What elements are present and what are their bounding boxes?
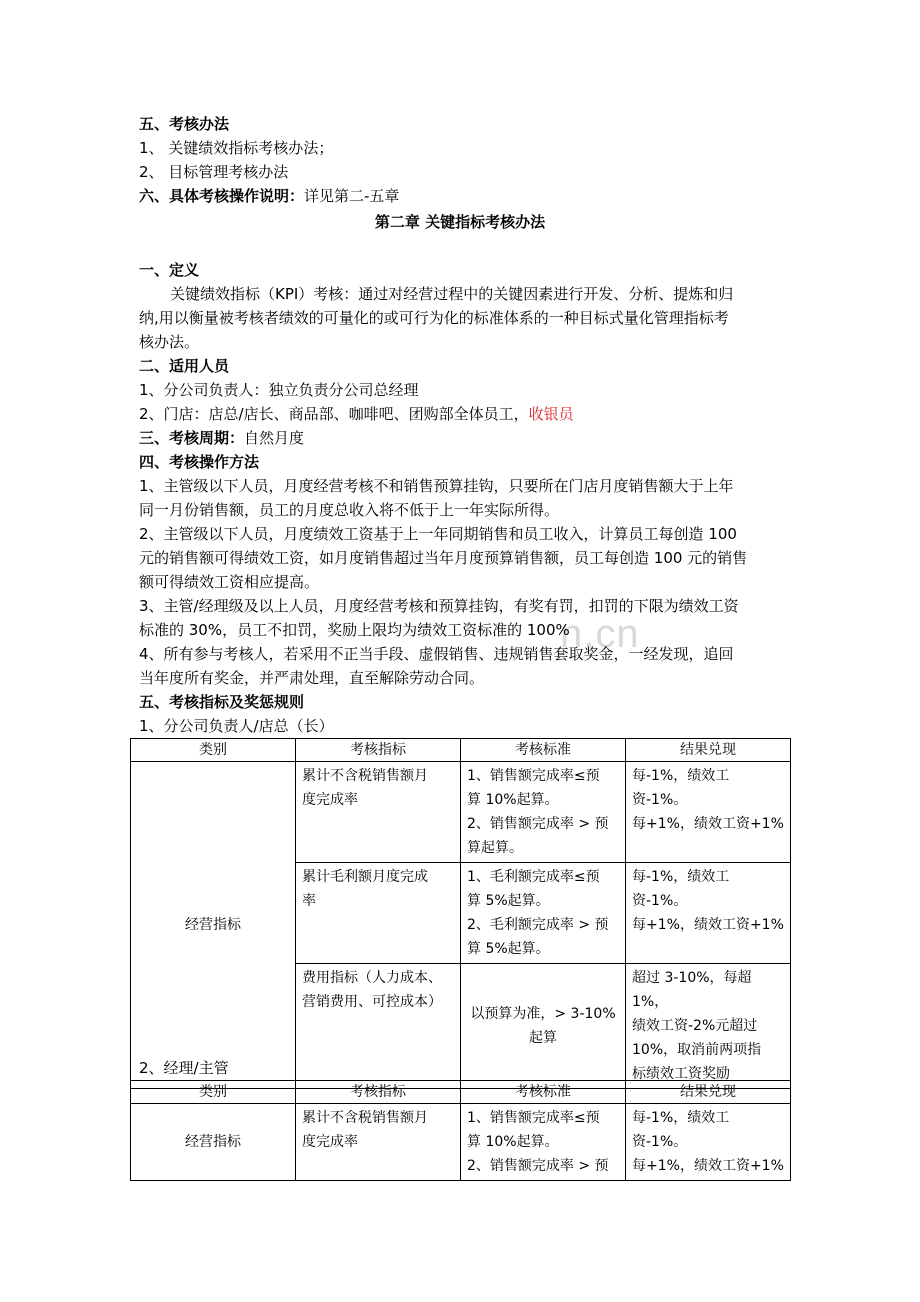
method-p4-line-2: 当年度所有奖金，并严肃处理，直至解除劳动合同。: [139, 669, 485, 687]
standard-line: 算 5%起算。: [467, 893, 550, 909]
header-standard: 考核标准: [461, 739, 626, 762]
result-line: 每+1%，绩效工资+1%: [632, 1158, 784, 1174]
standard-line: 起算: [529, 1030, 557, 1046]
chapter-title: 第二章 关键指标考核办法: [374, 213, 546, 231]
definition-line-3: 核办法。: [139, 333, 200, 351]
standard-line: 算 5%起算。: [467, 941, 550, 957]
result-line: 每-1%，绩效工资-1%。: [632, 1110, 730, 1150]
indicator-line: 度完成率: [302, 792, 358, 808]
standard-line: 2、销售额完成率 > 预: [467, 816, 609, 832]
result-line: 每+1%，绩效工资+1%: [632, 816, 784, 832]
rules-title: 五、考核指标及奖惩规则: [139, 693, 305, 711]
result-cell: [626, 964, 791, 1089]
result-line: 标绩效工资奖励: [632, 1066, 730, 1082]
header-indicator: 考核指标: [296, 1081, 461, 1104]
section-5-item-2: 2、 目标管理考核办法: [139, 163, 289, 181]
scope-title: 二、适用人员: [139, 357, 230, 375]
definition-line-2: 纳,用以衡量被考核者绩效的可量化的或可行为化的标准体系的一种目标式量化管理指标考: [139, 309, 729, 327]
scope-item-2: [139, 402, 574, 426]
header-indicator: 考核指标: [296, 739, 461, 762]
method-p4-line-1: 4、所有参与考核人，若采用不正当手段、虚假销售、违规销售套取奖金，一经发现，追回: [139, 645, 734, 663]
indicator-line: 费用指标（人力成本、: [302, 970, 442, 986]
standard-line: 1、销售额完成率≤预: [467, 768, 600, 784]
period-title: 三、考核周期：: [139, 429, 245, 447]
indicator-line: 率: [302, 893, 316, 909]
result-line: 每+1%，绩效工资+1%: [632, 917, 784, 933]
result-cell: [626, 762, 791, 863]
result-line: 10%，取消前两项指: [632, 1042, 762, 1058]
method-p3-line-1: 3、主管/经理级及以上人员，月度经营考核和预算挂钩，有奖有罚，扣罚的下限为绩效工资: [139, 597, 739, 615]
standard-line: 1、销售额完成率≤预: [467, 1110, 600, 1126]
result-line: 每-1%，绩效工资-1%。: [632, 768, 730, 808]
method-p3-line-2: 标准的 30%，员工不扣罚，奖励上限均为绩效工资标准的 100%: [139, 621, 570, 639]
scope-item-2-cashier: 收银员: [528, 405, 574, 423]
indicator-line: 累计不含税销售额月: [302, 1110, 428, 1126]
method-p1-line-1: 1、主管级以下人员，月度经营考核不和销售预算挂钩，只要所在门店月度销售额大于上年: [139, 477, 734, 495]
indicator-cell: [296, 762, 461, 863]
standard-line: 算起算。: [467, 840, 523, 856]
method-p2-line-1: 2、主管级以下人员，月度绩效工资基于上一年同期销售和员工收入，计算员工每创造 100: [139, 525, 737, 543]
standard-line: 2、毛利额完成率 > 预: [467, 917, 609, 933]
result-cell: [626, 1104, 791, 1181]
result-cell: [626, 863, 791, 964]
result-line: 每-1%，绩效工资-1%。: [632, 869, 730, 909]
standard-line: 以预算为准，> 3-10%: [470, 1006, 616, 1022]
table-row: [131, 762, 791, 863]
standard-line: 算 10%起算。: [467, 1134, 559, 1150]
table-1: [130, 738, 791, 1089]
indicator-line: 度完成率: [302, 1134, 358, 1150]
header-standard: 考核标准: [461, 1081, 626, 1104]
period-text: 自然月度: [244, 429, 305, 447]
header-result: 结果兑现: [626, 739, 791, 762]
section-6-line: [139, 184, 399, 208]
standard-cell: [461, 863, 626, 964]
method-p2-line-3: 额可得绩效工资相应提高。: [139, 573, 320, 591]
table-2-header-row: [131, 1081, 791, 1104]
indicator-cell: [296, 1104, 461, 1181]
standard-line: 算 10%起算。: [467, 792, 559, 808]
header-category: 类别: [131, 739, 296, 762]
table-2-caption: 2、经理/主管: [139, 1059, 229, 1077]
indicator-line: 营销费用、可控成本）: [302, 994, 442, 1010]
method-title: 四、考核操作方法: [139, 453, 260, 471]
result-line: 超过 3-10%，每超 1%，: [632, 970, 752, 1010]
standard-line: 2、销售额完成率 > 预: [467, 1158, 609, 1174]
standard-cell: [461, 964, 626, 1089]
table-2: [130, 1080, 791, 1181]
definition-line-1: 关键绩效指标（KPI）考核：通过对经营过程中的关键因素进行开发、分析、提炼和归: [170, 285, 734, 303]
category-cell: 经营指标: [131, 1104, 296, 1181]
definition-title: 一、定义: [139, 261, 200, 279]
section-6-title: 六、具体考核操作说明：: [139, 187, 305, 205]
category-cell: 经营指标: [131, 762, 296, 1089]
section-5-item-1: 1、 关键绩效指标考核办法；: [139, 139, 334, 157]
header-result: 结果兑现: [626, 1081, 791, 1104]
section-6-text: 详见第二-五章: [304, 187, 400, 205]
section-5-title: 五、考核办法: [139, 115, 230, 133]
standard-line: 1、毛利额完成率≤预: [467, 869, 600, 885]
period-line: [139, 426, 304, 450]
table-1-header-row: [131, 739, 791, 762]
method-p1-line-2: 同一月份销售额，员工的月度总收入将不低于上一年实际所得。: [139, 501, 560, 519]
indicator-line: 累计不含税销售额月: [302, 768, 428, 784]
method-p2-line-2: 元的销售额可得绩效工资，如月度销售超过当年月度预算销售额，员工每创造 100 元的销售: [139, 549, 748, 567]
standard-cell: [461, 762, 626, 863]
indicator-cell: [296, 964, 461, 1089]
watermark: n.cn: [560, 612, 640, 656]
scope-item-2-text: 2、门店：店总/店长、商品部、咖啡吧、团购部全体员工，: [139, 405, 529, 423]
table-row: [131, 1104, 791, 1181]
standard-cell: [461, 1104, 626, 1181]
result-line: 绩效工资-2%元超过: [632, 1018, 758, 1034]
indicator-cell: [296, 863, 461, 964]
table-1-caption: 1、分公司负责人/店总（长）: [139, 717, 334, 735]
indicator-line: 累计毛利额月度完成: [302, 869, 428, 885]
header-category: 类别: [131, 1081, 296, 1104]
scope-item-1: 1、分公司负责人：独立负责分公司总经理: [139, 381, 419, 399]
